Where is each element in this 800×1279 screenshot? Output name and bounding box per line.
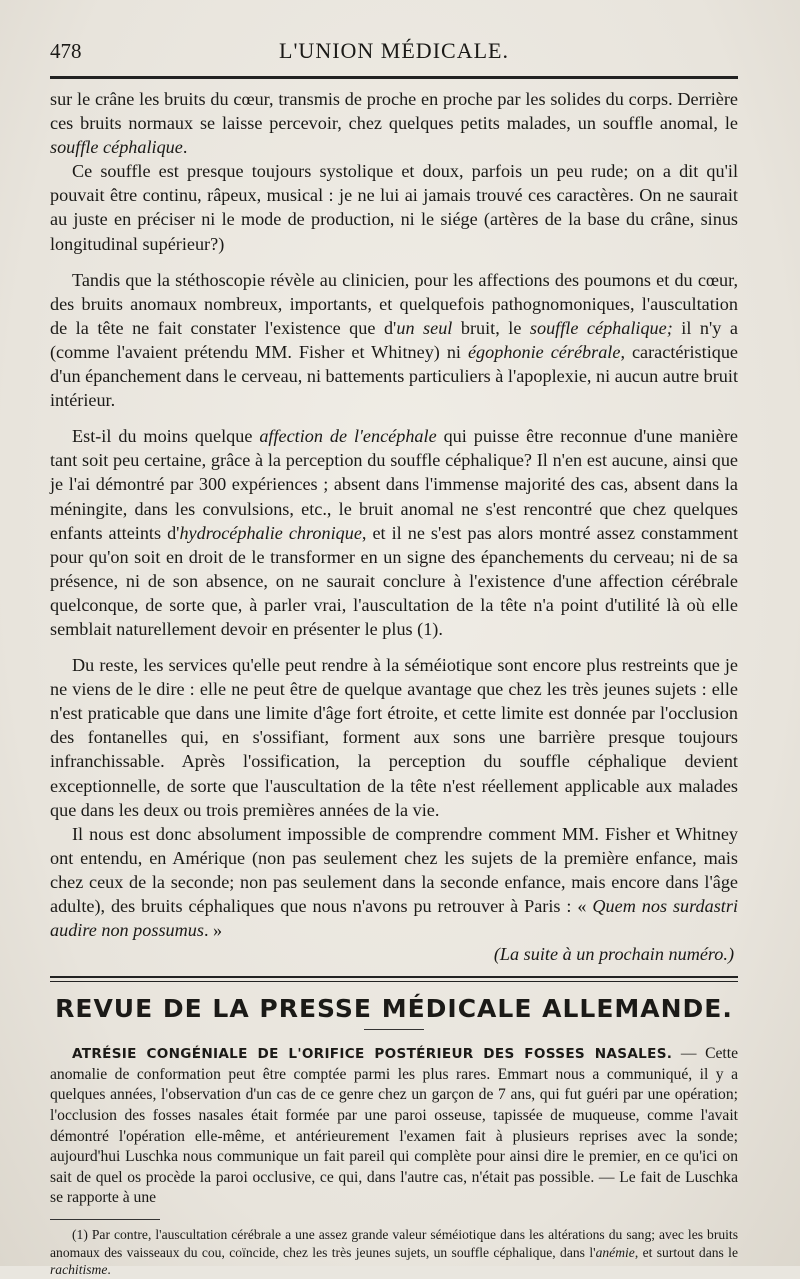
italic-text: hydrocéphalie chronique <box>179 522 362 543</box>
paragraph <box>50 424 738 641</box>
italic-text: souffle céphalique; <box>529 317 673 338</box>
text-run: Ce souffle est presque toujours systolique et doux, parfois un peu rude; on a dit qu'il pouvait être continu, râpeux, musical : je ne lui ai jamais trouvé ces caractères. On ne saurait au juste en préciser ni le mode de production, ni le siége (artères de la base du crâne, sinus longitudinal supérieur?) <box>50 161 738 254</box>
running-title: L'UNION MÉDICALE. <box>279 38 509 63</box>
text-run: , et surtout dans le <box>634 1244 738 1260</box>
page-header <box>50 38 738 72</box>
text-run: sur le crâne les bruits du cœur, transmis de proche en proche par les solides du corps. Derrière ces bruits normaux se laisse percevoir, chez quelques petits malades, un souffle anomal, le <box>50 89 738 134</box>
text-run: . <box>182 137 188 158</box>
title-underline <box>364 1029 424 1030</box>
page-number: 478 <box>50 39 82 63</box>
paragraph <box>50 822 738 942</box>
text-run: Il nous est donc absolument impossible de comprendre comment MM. Fisher et Whitney ont entendu, en Amérique (non pas seulement chez les sujets de la première enfance, mais chez ceux de la seconde; non pas seulement dans la seconde enfance, mais encore dans l'âge adulte), des bruits céphaliques que nous n'avons pu retrouver à Paris : « <box>50 823 738 916</box>
text-run: bruit, le <box>452 317 530 338</box>
text-run: Du reste, les services qu'elle peut rendre à la séméiotique sont encore plus restreints que je ne viens de le dire : elle ne peut être de quelque avantage que chez les très jeunes sujets : elle n'est praticable que dans une limite d'âge fort étroite, et cette limite est donnée par l'occlusion des fontanelles qui, en s'ossifiant, forment aux sons une barrière presque toujours infranchissable. Après l'ossification, la perception du souffle céphalique devient exceptionnelle, de sorte que l'auscultation de la tête n'est réellement applicable aux malades que dans les deux ou trois premières années de la vie. <box>50 655 738 820</box>
italic-text: un seul <box>396 317 453 338</box>
continuation-note: (La suite à un prochain numéro.) <box>493 944 734 965</box>
footnote <box>50 1226 738 1279</box>
text-run: Tandis que la stéthoscopie révèle au clinicien, pour les affections des poumons et du cœur, des bruits anomaux nombreux, importants, et quelquefois pathognomoniques, l'auscultation de la tête ne fait constater l'existence que d' <box>50 269 738 338</box>
italic-text: anémie <box>595 1244 635 1260</box>
article-paragraph <box>50 1044 738 1209</box>
article-lead: ATRÉSIE CONGÉNIALE DE L'ORIFICE POSTÉRIEUR DES FOSSES NASALES. <box>72 1046 673 1063</box>
text-run: . <box>107 1262 111 1278</box>
section-title: REVUE DE LA PRESSE MÉDICALE ALLEMANDE. <box>55 994 733 1024</box>
italic-text: rachitisme <box>50 1262 108 1278</box>
section-divider <box>50 976 738 982</box>
text-run: il n'y a (comme l'avaient prétendu MM. Fisher et Whitney) ni <box>50 317 738 362</box>
italic-text: Quem nos surdastri audire non possumus <box>50 896 738 941</box>
paragraph <box>50 159 738 255</box>
text-run: , caractéristique d'un épanchement dans le cerveau, ni battements particuliers à l'apoplexie, ni aucun autre bruit intérieur. <box>50 341 739 411</box>
footnote-rule <box>50 1219 160 1220</box>
paragraph <box>50 87 738 159</box>
article-body <box>50 87 738 942</box>
text-run: , et il ne s'est pas alors montré assez constamment pour qu'on soit en droit de le transformer en un signe des épanchements du cerveau; ni de sa présence, ni de son absence, on ne saurait conclure à l'existence d'une affection cérébrale quelconque, de sorte que, à parler vrai, l'auscultation de la tête n'a point d'utilité là où elle semblait naturellement devoir en présenter le plus (1). <box>50 522 739 639</box>
italic-text: souffle céphalique <box>50 137 183 158</box>
article-text: — Cette anomalie de conformation peut être comptée parmi les plus rares. Emmart nous a communiqué, il y a quelques années, l'observation d'un cas de ce genre chez un garçon de 7 ans, qui fut guéri par une opération; l'occlusion des fosses nasales était formée par une paroi osseuse, tapissée de muqueuse, comme l'avait démontré l'opération elle-même, et antérieurement l'examen fait à plusieurs reprises avec la sonde; aujourd'hui Luschka nous communique un fait pareil qui complète pour ainsi dire le premier, en ce qu'ici on sait de quel os procède la paroi occlusive, ce qui, dans l'autre cas, n'était pas possible. — Le fait de Luschka se rapporte à une <box>50 1045 738 1207</box>
text-run: (1) Par contre, l'auscultation cérébrale a une assez grande valeur séméiotique dans les altérations du sang; avec les bruits anomaux des vaisseaux du cou, coïncide, chez les très jeunes sujets, un souffle céphalique, dans l' <box>50 1227 738 1260</box>
italic-text: égophonie cérébrale <box>467 341 621 362</box>
text-run: . » <box>203 920 223 941</box>
paragraph <box>50 268 738 413</box>
text-run: qui puisse être reconnue d'une manière tant soit peu certaine, grâce à la perception du souffle céphalique? Il n'en est aucune, ainsi que je l'ai démontré par 300 expériences ; absent dans l'immense majorité des cas, absent dans la méningite, dans les convulsions, etc., le bruit anomal ne s'est rencontré que chez quelques enfants atteints d' <box>50 426 738 543</box>
text-run: Est-il du moins quelque <box>72 426 260 447</box>
italic-text: affection de l'encéphale <box>259 426 437 447</box>
paragraph <box>50 653 738 822</box>
header-rule <box>50 76 738 79</box>
press-review-article <box>50 1044 738 1209</box>
